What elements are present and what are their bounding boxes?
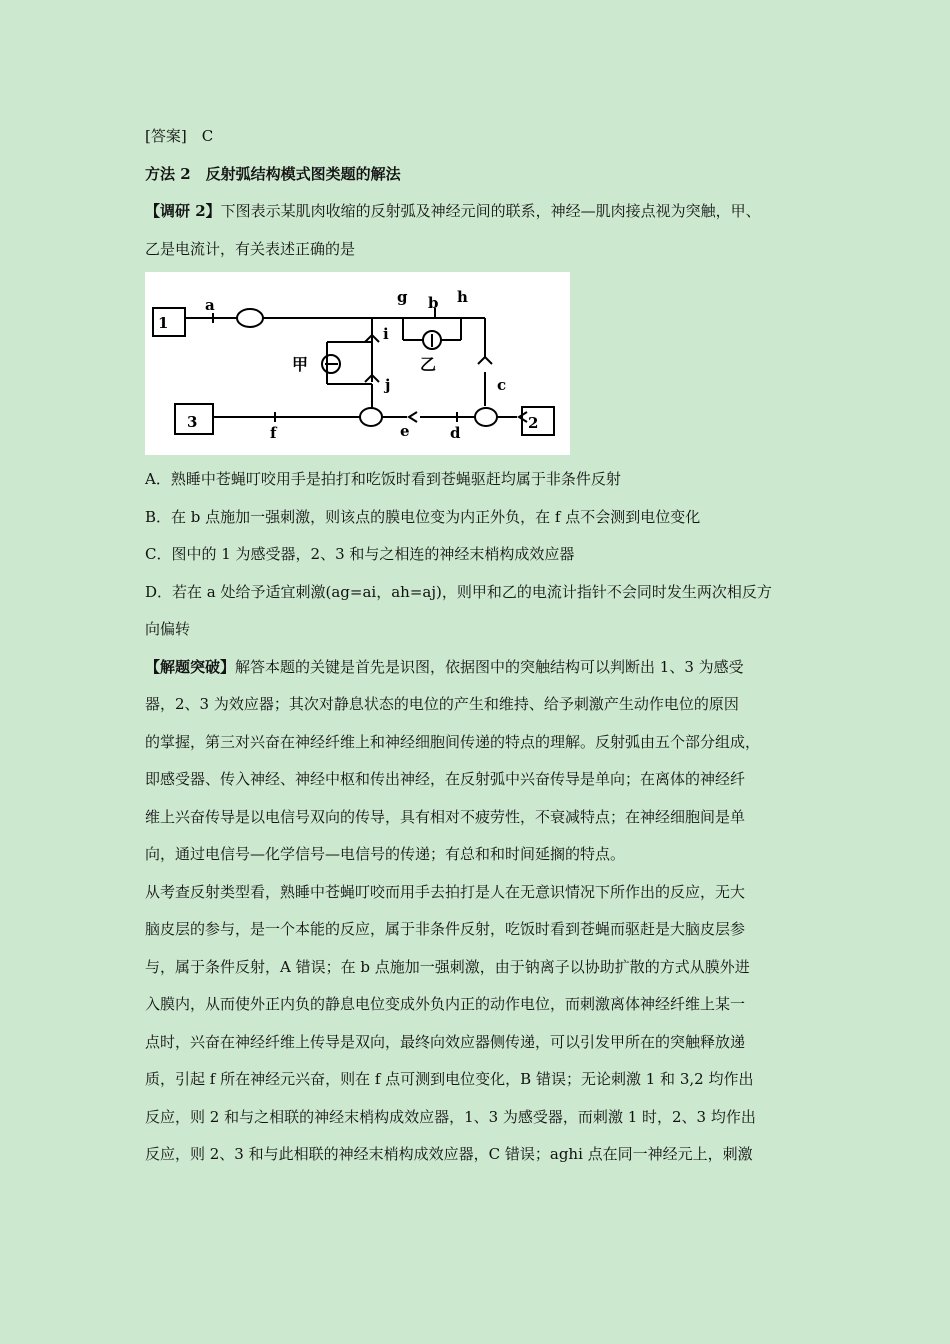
label-box-1: 1 xyxy=(158,314,169,332)
label-jia: 甲 xyxy=(292,355,309,374)
label-a: a xyxy=(205,296,215,314)
p2-line-3: 入膜内，从而使外正内负的静息电位变成外负内正的动作电位，而刺激离体神经纤维上某一 xyxy=(145,995,746,1013)
p2-line-6: 反应，则 2 和与之相联的神经末梢构成效应器，1、3 为感受器，而刺激 1 时，2、3 均作出 xyxy=(145,1107,756,1126)
neuron-body-2 xyxy=(475,408,497,426)
reflex-arc-diagram xyxy=(145,272,570,455)
label-f: f xyxy=(270,424,277,442)
analysis-paragraph xyxy=(145,649,810,874)
label-h: h xyxy=(457,288,468,306)
analysis-line-1: 器，2、3 为效应器；其次对静息状态的电位的产生和维持、给予刺激产生动作电位的原因 xyxy=(145,695,739,713)
p2-line-7: 反应，则 2、3 和与此相联的神经末梢构成效应器，C 错误；aghi 点在同一神经元上，刺激 xyxy=(145,1145,753,1163)
p2-line-5: 质，引起 f 所在神经元兴奋，则在 f 点可测到电位变化，B 错误；无论刺激 1 和 3,2 均作出 xyxy=(145,1070,754,1088)
label-yi: 乙 xyxy=(420,355,437,374)
reflex-arc-figure xyxy=(145,272,570,455)
page-content xyxy=(145,118,810,1174)
option-a: A．熟睡中苍蝇叮咬用手是拍打和吃饭时看到苍蝇驱赶均属于非条件反射 xyxy=(145,470,621,488)
label-g: g xyxy=(397,288,408,306)
analysis-line-2: 的掌握，第三对兴奋在神经纤维上和神经细胞间传递的特点的理解。反射弧由五个部分组成， xyxy=(145,732,761,751)
question-stem-line2: 乙是电流计，有关表述正确的是 xyxy=(145,239,356,258)
p2-line-1: 脑皮层的参与，是一个本能的反应，属于非条件反射，吃饭时看到苍蝇而驱赶是大脑皮层参 xyxy=(145,920,746,938)
label-j: j xyxy=(385,376,391,394)
neuron-body-3 xyxy=(360,408,382,426)
paragraph-2 xyxy=(145,874,810,1174)
label-c: c xyxy=(497,376,507,394)
analysis-line-5: 向，通过电信号—化学信号—电信号的传递；有总和和时间延搁的特点。 xyxy=(145,845,626,863)
answer-line xyxy=(145,118,810,156)
question-stem-line1: 下图表示某肌肉收缩的反射弧及神经元间的联系，神经—肌肉接点视为突触，甲、 xyxy=(220,202,761,220)
option-d-cont: 向偏转 xyxy=(145,620,191,638)
label-i: i xyxy=(383,325,389,343)
question-tag: 【调研 2】 xyxy=(145,202,221,220)
p2-line-2: 与，属于条件反射，A 错误；在 b 点施加一强刺激，由于钠离子以协助扩散的方式从膜外进 xyxy=(145,957,750,976)
label-box-2: 2 xyxy=(528,414,539,432)
answer-value: C xyxy=(201,127,214,145)
option-c: C．图中的 1 为感受器，2、3 和与之相连的神经末梢构成效应器 xyxy=(145,545,575,563)
label-e: e xyxy=(400,422,410,440)
analysis-line-0: 解答本题的关键是首先是识图，依据图中的突触结构可以判断出 1、3 为感受 xyxy=(235,657,744,676)
label-b: b xyxy=(428,294,439,312)
neuron-body-a xyxy=(237,309,263,327)
question-stem xyxy=(145,193,810,268)
option-b: B．在 b 点施加一强刺激，则该点的膜电位变为内正外负，在 f 点不会测到电位变化 xyxy=(145,507,701,526)
answer-label: [答案] xyxy=(145,127,187,145)
option-d: D．若在 a 处给予适宜刺激(ag=ai，ah=aj)，则甲和乙的电流计指针不会同时发生两次相反方 xyxy=(145,582,772,601)
p2-line-0: 从考查反射类型看，熟睡中苍蝇叮咬而用手去拍打是人在无意识情况下所作出的反应，无大 xyxy=(145,882,746,901)
p2-line-4: 点时，兴奋在神经纤维上传导是双向，最终向效应器侧传递，可以引发甲所在的突触释放递 xyxy=(145,1032,746,1051)
label-box-3: 3 xyxy=(187,413,198,431)
analysis-line-4: 维上兴奋传导是以电信号双向的传导，具有相对不疲劳性，不衰减特点；在神经细胞间是单 xyxy=(145,807,746,826)
method-title: 方法 2 反射弧结构模式图类题的解法 xyxy=(145,164,401,183)
analysis-tag: 【解题突破】 xyxy=(145,657,236,676)
analysis-line-3: 即感受器、传入神经、神经中枢和传出神经，在反射弧中兴奋传导是单向；在离体的神经纤 xyxy=(145,770,746,788)
label-d: d xyxy=(450,424,461,442)
